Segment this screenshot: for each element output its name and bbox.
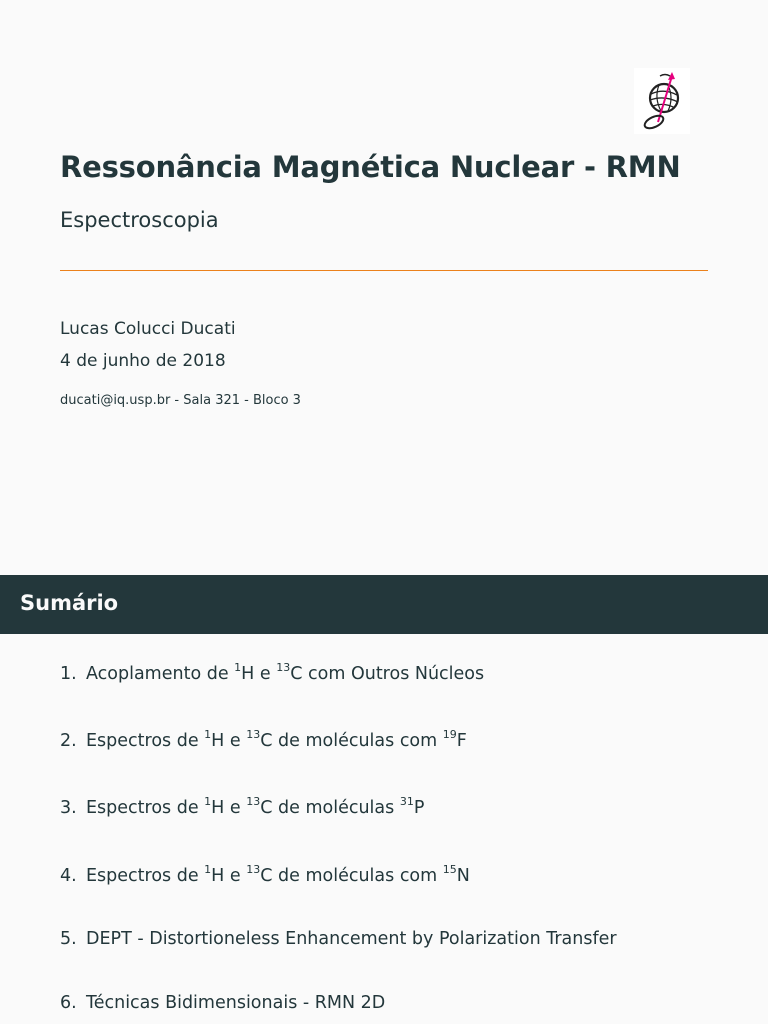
toc-item-text: H e: [211, 797, 247, 818]
nuclear-spin-icon: [634, 68, 690, 134]
toc-item[interactable]: [60, 662, 484, 684]
toc-item-number: 2.: [60, 730, 77, 751]
contact-info: ducati@iq.usp.br - Sala 321 - Bloco 3: [60, 393, 301, 408]
toc-item-text: Acoplamento de: [86, 663, 235, 684]
isotope-mass-number: 15: [442, 863, 457, 876]
toc-item[interactable]: [60, 864, 470, 886]
isotope-mass-number: 1: [234, 661, 242, 674]
presentation-title: Ressonância Magnética Nuclear - RMN: [60, 150, 681, 184]
toc-item[interactable]: [60, 729, 467, 751]
toc-item-text: P: [413, 797, 425, 818]
isotope-mass-number: 13: [276, 661, 291, 674]
toc-item-text: C de moléculas: [260, 797, 400, 818]
toc-item-text: Técnicas Bidimensionais - RMN 2D: [86, 993, 386, 1013]
toc-frame-title: Sumário: [20, 591, 119, 615]
presentation-date: 4 de junho de 2018: [60, 351, 226, 371]
isotope-mass-number: 13: [246, 795, 261, 808]
toc-item-number: 5.: [60, 929, 77, 949]
isotope-mass-number: 31: [399, 795, 414, 808]
toc-frame-header: [0, 575, 768, 634]
isotope-mass-number: 1: [204, 728, 212, 741]
toc-item-text: Espectros de: [86, 865, 205, 886]
toc-item-text: Espectros de: [86, 797, 205, 818]
toc-item-text: H e: [241, 663, 277, 684]
toc-item-number: 6.: [60, 993, 77, 1013]
toc-item-number: 4.: [60, 865, 77, 886]
title-divider: [60, 270, 708, 271]
toc-item[interactable]: [60, 993, 385, 1013]
presentation-subtitle: Espectroscopia: [60, 208, 219, 232]
toc-item[interactable]: [60, 929, 617, 949]
isotope-mass-number: 19: [442, 728, 457, 741]
toc-item-number: 3.: [60, 797, 77, 818]
toc-item-text: F: [456, 730, 467, 751]
toc-item-text: C de moléculas com: [260, 865, 443, 886]
toc-item-number: 1.: [60, 663, 77, 684]
toc-item-text: H e: [211, 865, 247, 886]
toc-item-text: N: [456, 865, 470, 886]
toc-item[interactable]: [60, 796, 424, 818]
isotope-mass-number: 13: [246, 863, 261, 876]
isotope-mass-number: 13: [246, 728, 261, 741]
toc-item-text: DEPT - Distortioneless Enhancement by Polarization Transfer: [86, 929, 617, 949]
toc-item-text: H e: [211, 730, 247, 751]
author-name: Lucas Colucci Ducati: [60, 319, 236, 339]
toc-item-text: C com Outros Núcleos: [290, 663, 485, 684]
toc-item-text: C de moléculas com: [260, 730, 443, 751]
toc-item-text: Espectros de: [86, 730, 205, 751]
isotope-mass-number: 1: [204, 863, 212, 876]
isotope-mass-number: 1: [204, 795, 212, 808]
